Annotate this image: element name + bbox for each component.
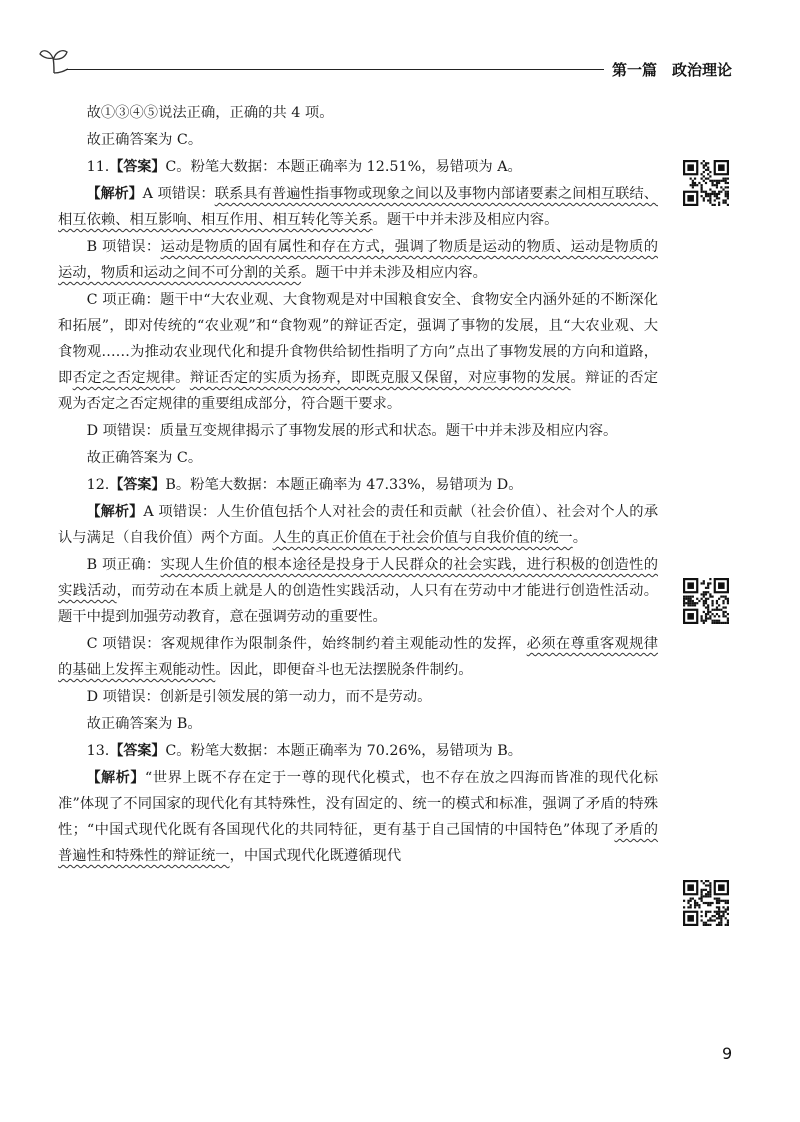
q13-answer <box>58 738 658 764</box>
text: 故①③④⑤说法正确，正确的共 4 项。 <box>86 105 334 121</box>
text: ，而劳动在本质上就是人的创造性实践活动，人只有在劳动中才能进行创造性活动。题干中提到加强劳动教育，意在强调劳动的重要性。 <box>58 583 659 625</box>
q12-answer <box>58 472 658 498</box>
page-header <box>0 0 800 90</box>
text: 。 <box>175 370 190 386</box>
q11-option-a <box>58 181 658 233</box>
text: 。 <box>572 530 587 546</box>
text: B 项正确： <box>86 557 161 573</box>
text: 故正确答案为 C。 <box>86 132 203 148</box>
text: 。因此，即便奋斗也无法摆脱条件制约。 <box>215 662 473 678</box>
text: ，中国式现代化既遵循现代 <box>229 848 402 864</box>
underlined-text: 矛盾的普遍性和特殊性的辩证统一 <box>58 822 659 864</box>
q11-option-d <box>58 418 658 444</box>
text: D 项错误：质量互变规律揭示了事物发展的形式和状态。题干中并未涉及相应内容。 <box>86 423 618 439</box>
text: 。题干中并未涉及相应内容。 <box>301 265 487 281</box>
answer-text: C。粉笔大数据：本题正确率为 70.26%，易错项为 B。 <box>165 743 523 759</box>
analysis-label: 【解析】 <box>86 504 144 520</box>
q11-option-c <box>58 287 658 417</box>
text: B 项错误： <box>86 239 161 255</box>
question-number: 13. <box>86 743 110 759</box>
qr-code-icon[interactable] <box>683 880 729 926</box>
answer-label: 【答案】 <box>109 743 166 759</box>
text: “世界上既不存在定于一尊的现代化模式，也不存在放之四海而皆准的现代化标准”体现了不同国家的现代化有其特殊性，没有固定的、统一的模式和标准，强调了矛盾的特殊性；“中国式现代化既有各国现代化的共同特征，更有基于自己国情的中国特色”体现了 <box>58 770 659 838</box>
q12-option-a <box>58 499 658 551</box>
question-number: 12. <box>86 477 110 493</box>
header-rule <box>66 69 604 70</box>
text: A 项错误： <box>142 186 215 202</box>
q12-option-d <box>58 684 658 710</box>
qr-code-icon[interactable] <box>683 578 729 624</box>
underlined-text: 辩证否定的实质为扬弃，即既克服又保留，对应事物的发展 <box>189 370 571 386</box>
text: 故正确答案为 C。 <box>86 450 203 466</box>
chapter-title: 第一篇 政治理论 <box>612 61 733 79</box>
q13-analysis <box>58 765 658 869</box>
underlined-text: 实现人生价值的根本途径是投身于人民群众的社会实践，进行积极的创造性的实践活动 <box>58 557 658 599</box>
q11-answer <box>58 154 658 180</box>
text: C 项正确：题干中“大农业观、大食物观是对中国粮食安全、食物安全内涵外延的不断深化和拓展”，即对传统的“农业观”和“食物观”的辩证否定，强调了事物的发展，且“大农业观、大食物观……为推动农业现代化和提升食物供给韧性指明了方向”点出了事物发展的方向和道路，即 <box>58 292 658 386</box>
q12-option-b <box>58 552 658 630</box>
q12-conclusion <box>58 711 658 737</box>
q11-conclusion <box>58 445 658 471</box>
underlined-text: 联系具有普遍性指事物或现象之间以及事物内部诸要素之间相互联结、相互依赖、相互影响、相互作用、相互转化等关系 <box>58 186 658 228</box>
answer-text: B。粉笔大数据：本题正确率为 47.33%，易错项为 D。 <box>165 477 523 493</box>
underlined-text: 人生的真正价值在于社会价值与自我价值的统一 <box>272 530 573 546</box>
answer-text: C。粉笔大数据：本题正确率为 12.51%，易错项为 A。 <box>165 159 522 175</box>
underlined-text: 否定之否定规律 <box>72 370 176 386</box>
text: C 项错误：客观规律作为限制条件，始终制约着主观能动性的发挥， <box>86 636 527 652</box>
text: 。辩证的否定观为否定之否定规律的重要组成部分，符合题干要求。 <box>58 370 659 412</box>
q11-option-b <box>58 234 658 286</box>
answer-label: 【答案】 <box>109 477 166 493</box>
question-number: 11. <box>86 159 110 175</box>
paragraph <box>58 127 658 153</box>
text: 。题干中并未涉及相应内容。 <box>372 212 559 228</box>
text: 故正确答案为 B。 <box>86 716 202 732</box>
paragraph <box>58 100 658 126</box>
text: D 项错误：创新是引领发展的第一动力，而不是劳动。 <box>86 689 432 705</box>
underlined-text: 必须在尊重客观规律的基础上发挥主观能动性 <box>58 636 659 678</box>
qr-code-icon[interactable] <box>683 160 729 206</box>
page-number: 9 <box>722 1044 733 1063</box>
text: A 项错误：人生价值包括个人对社会的责任和贡献（社会价值）、社会对个人的承认与满足（自我价值）两个方面。 <box>58 504 658 546</box>
answer-label: 【答案】 <box>109 159 166 175</box>
q12-option-c <box>58 631 658 683</box>
answer-explanations <box>58 100 658 869</box>
underlined-text: 运动是物质的固有属性和存在方式，强调了物质是运动的物质、运动是物质的运动，物质和运动之间不可分割的关系 <box>58 239 658 281</box>
analysis-label: 【解析】 <box>86 186 143 202</box>
analysis-label: 【解析】 <box>86 770 145 786</box>
